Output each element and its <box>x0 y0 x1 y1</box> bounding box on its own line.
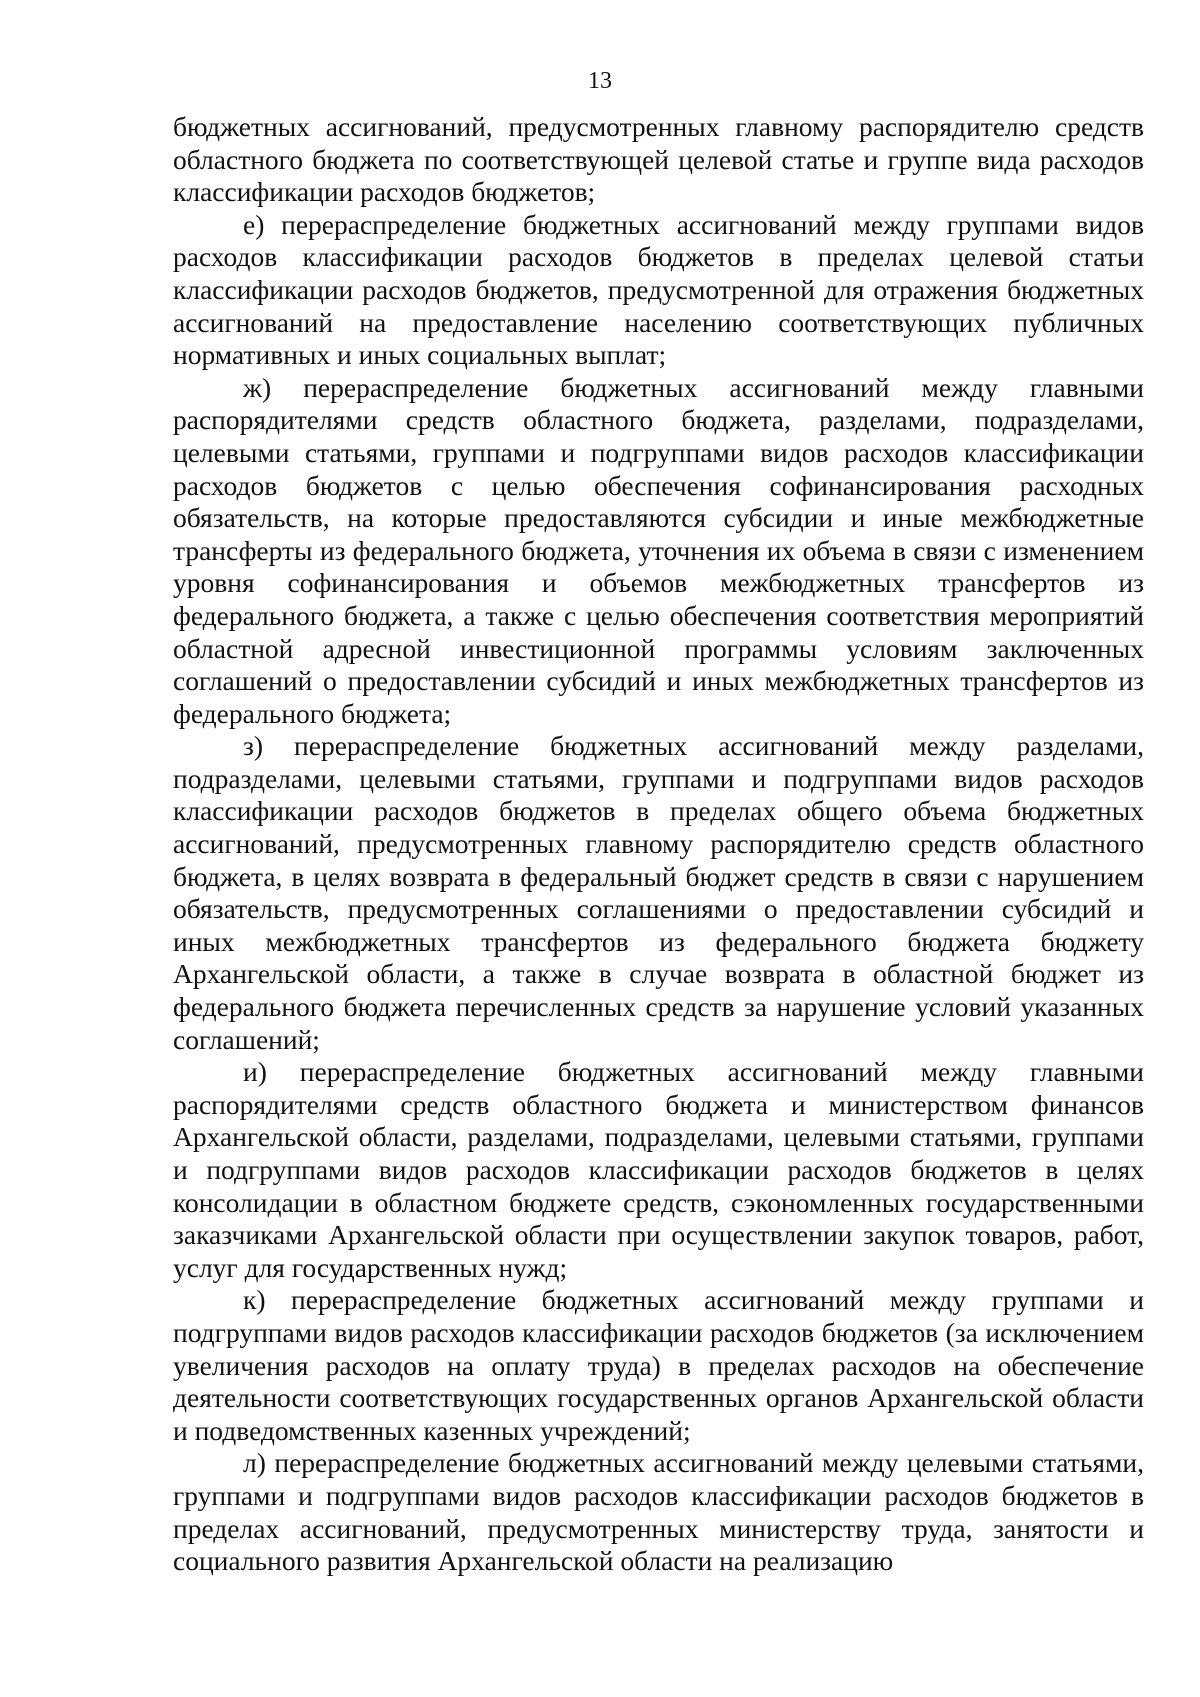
paragraph-item-l: л) перераспределение бюджетных ассигнований между целевыми статьями, группами и подгруппами видов расходов классификации расходов бюджетов в пределах ассигнований, предусмотренных министерству труда, занятости и социального развития Архангельской области на реализацию <box>173 1447 1144 1577</box>
paragraph-continuation: бюджетных ассигнований, предусмотренных главному распорядителю средств областного бюджета по соответствующей целевой статье и группе вида расходов классификации расходов бюджетов; <box>173 111 1144 208</box>
paragraph-item-i: и) перераспределение бюджетных ассигнований между главными распорядителями средств областного бюджета и министерством финансов Архангельской области, разделами, подразделами, целевыми статьями, группами и подгруппами видов расходов классификации расходов бюджетов в целях консолидации в областном бюджете средств, сэкономленных государственными заказчиками Архангельской области при осуществлении закупок товаров, работ, услуг для государственных нужд; <box>173 1056 1144 1283</box>
document-body <box>173 111 1144 1578</box>
paragraph-item-k: к) перераспределение бюджетных ассигнований между группами и подгруппами видов расходов классификации расходов бюджетов (за исключением увеличения расходов на оплату труда) в пределах расходов на обеспечение деятельности соответствующих государственных органов Архангельской области и подведомственных казенных учреждений; <box>173 1284 1144 1446</box>
paragraph-item-z: з) перераспределение бюджетных ассигнований между разделами, подразделами, целевыми статьями, группами и подгруппами видов расходов классификации расходов бюджетов в пределах общего объема бюджетных ассигнований, предусмотренных главному распорядителю средств областного бюджета, в целях возврата в федеральный бюджет средств в связи с нарушением обязательств, предусмотренных соглашениями о предоставлении субсидий и иных межбюджетных трансфертов из федерального бюджета бюджету Архангельской области, а также в случае возврата в областной бюджет из федерального бюджета перечисленных средств за нарушение условий указанных соглашений; <box>173 730 1144 1055</box>
paragraph-item-e: е) перераспределение бюджетных ассигнований между группами видов расходов классификации расходов бюджетов в пределах целевой статьи классификации расходов бюджетов, предусмотренной для отражения бюджетных ассигнований на предоставление населению соответствующих публичных нормативных и иных социальных выплат; <box>173 208 1144 371</box>
page-number: 13 <box>588 68 612 94</box>
paragraph-item-zh: ж) перераспределение бюджетных ассигнований между главными распорядителями средств областного бюджета, разделами, подразделами, целевыми статьями, группами и подгруппами видов расходов классификации расходов бюджетов с целью обеспечения софинансирования расходных обязательств, на которые предоставляются субсидии и иные межбюджетные трансферты из федерального бюджета, уточнения их объема в связи с изменением уровня софинансирования и объемов межбюджетных трансфертов из федерального бюджета, а также с целью обеспечения соответствия мероприятий областной адресной инвестиционной программы условиям заключенных соглашений о предоставлении субсидий и иных межбюджетных трансфертов из федерального бюджета; <box>173 371 1144 729</box>
